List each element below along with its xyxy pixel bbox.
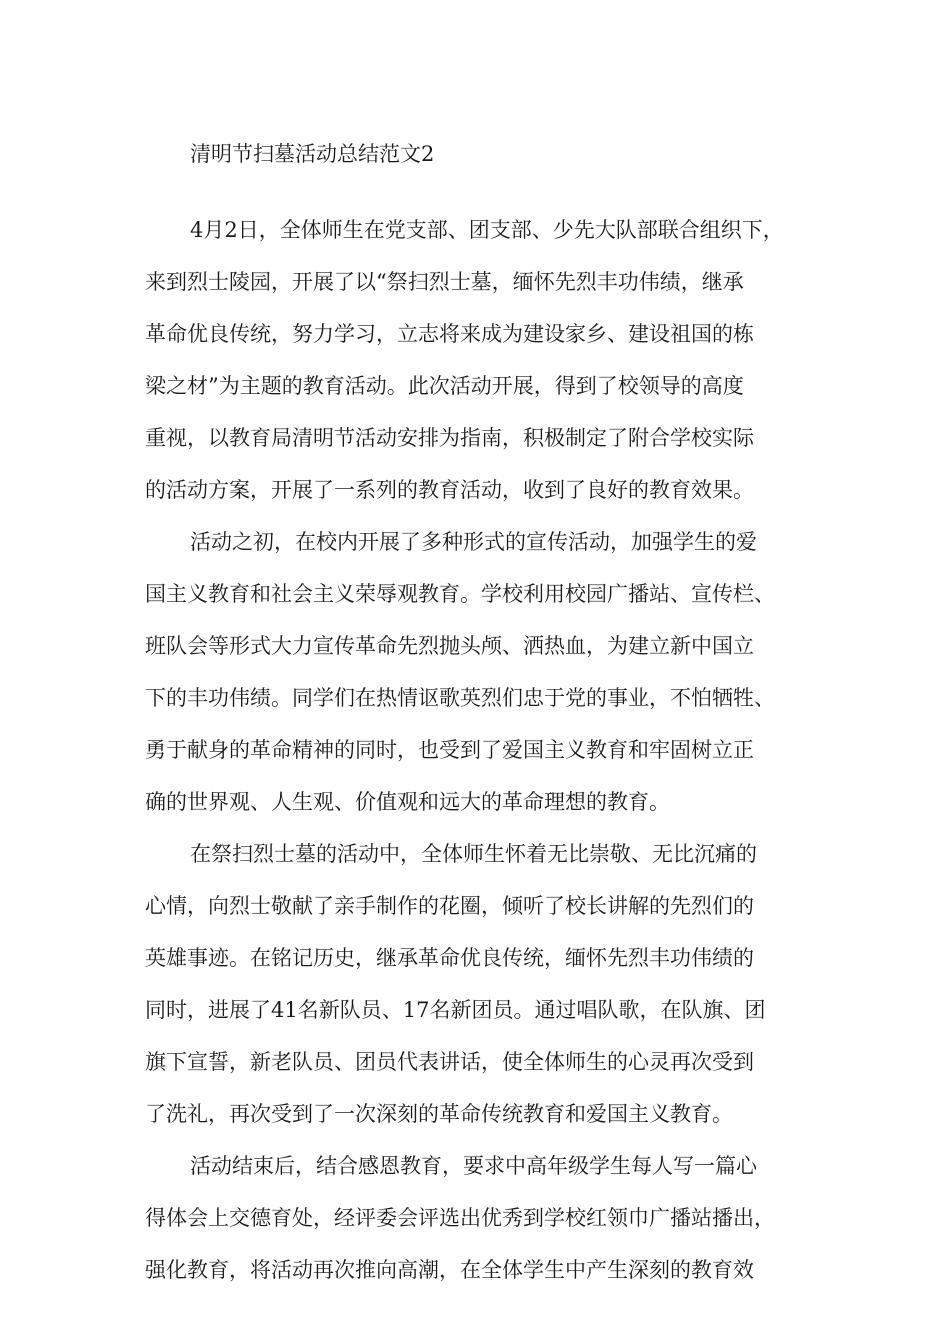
paragraph-4-line-1: 活动结束后，结合感恩教育，要求中高年级学生每人写一篇心: [190, 1154, 757, 1178]
paragraph-3-line-2: 心情，向烈士敬献了亲手制作的花圈，倾听了校长讲解的先烈们的: [145, 894, 754, 918]
paragraph-3-line-6: 了洗礼，再次受到了一次深刻的革命传统教育和爱国主义教育。: [145, 1102, 733, 1126]
paragraph-1-line-2: 来到烈士陵园，开展了以“祭扫烈士墓，缅怀先烈丰功伟绩，继承: [145, 270, 744, 294]
paragraph-1-line-1: 4月2日，全体师生在党支部、团支部、少先大队部联合组织下，: [190, 218, 784, 242]
paragraph-2-line-6: 确的世界观、人生观、价值观和远大的革命理想的教育。: [145, 790, 670, 814]
paragraph-1-line-4: 梁之材”为主题的教育活动。此次活动开展，得到了校领导的高度: [145, 374, 744, 398]
paragraph-3-line-4: 同时，进展了41名新队员、17名新团员。通过唱队歌，在队旗、团: [145, 998, 766, 1022]
paragraph-2-line-3: 班队会等形式大力宣传革命先烈抛头颅、洒热血，为建立新中国立: [145, 634, 754, 658]
document-title: 清明节扫墓活动总结范文2: [190, 142, 435, 166]
paragraph-2-line-2: 国主义教育和社会主义荣辱观教育。学校利用校园广播站、宣传栏、: [145, 582, 775, 606]
paragraph-2-line-5: 勇于献身的革命精神的同时，也受到了爱国主义教育和牢固树立正: [145, 738, 754, 762]
paragraph-1-line-6: 的活动方案，开展了一系列的教育活动，收到了良好的教育效果。: [145, 478, 754, 502]
paragraph-4-line-3: 强化教育，将活动再次推向高潮，在全体学生中产生深刻的教育效: [145, 1258, 754, 1282]
paragraph-2-line-1: 活动之初，在校内开展了多种形式的宣传活动，加强学生的爱: [190, 530, 757, 554]
paragraph-2-line-4: 下的丰功伟绩。同学们在热情讴歌英烈们忠于党的事业，不怕牺牲、: [145, 686, 775, 710]
paragraph-4-line-2: 得体会上交德育处，经评委会评选出优秀到学校红领巾广播站播出，: [145, 1206, 775, 1230]
paragraph-1-line-3: 革命优良传统，努力学习，立志将来成为建设家乡、建设祖国的栋: [145, 322, 754, 346]
paragraph-3-line-3: 英雄事迹。在铭记历史，继承革命优良传统，缅怀先烈丰功伟绩的: [145, 946, 754, 970]
paragraph-1-line-5: 重视，以教育局清明节活动安排为指南，积极制定了附合学校实际: [145, 426, 754, 450]
paragraph-3-line-5: 旗下宣誓，新老队员、团员代表讲话，使全体师生的心灵再次受到: [145, 1050, 754, 1074]
paragraph-3-line-1: 在祭扫烈士墓的活动中，全体师生怀着无比崇敬、无比沉痛的: [190, 842, 757, 866]
